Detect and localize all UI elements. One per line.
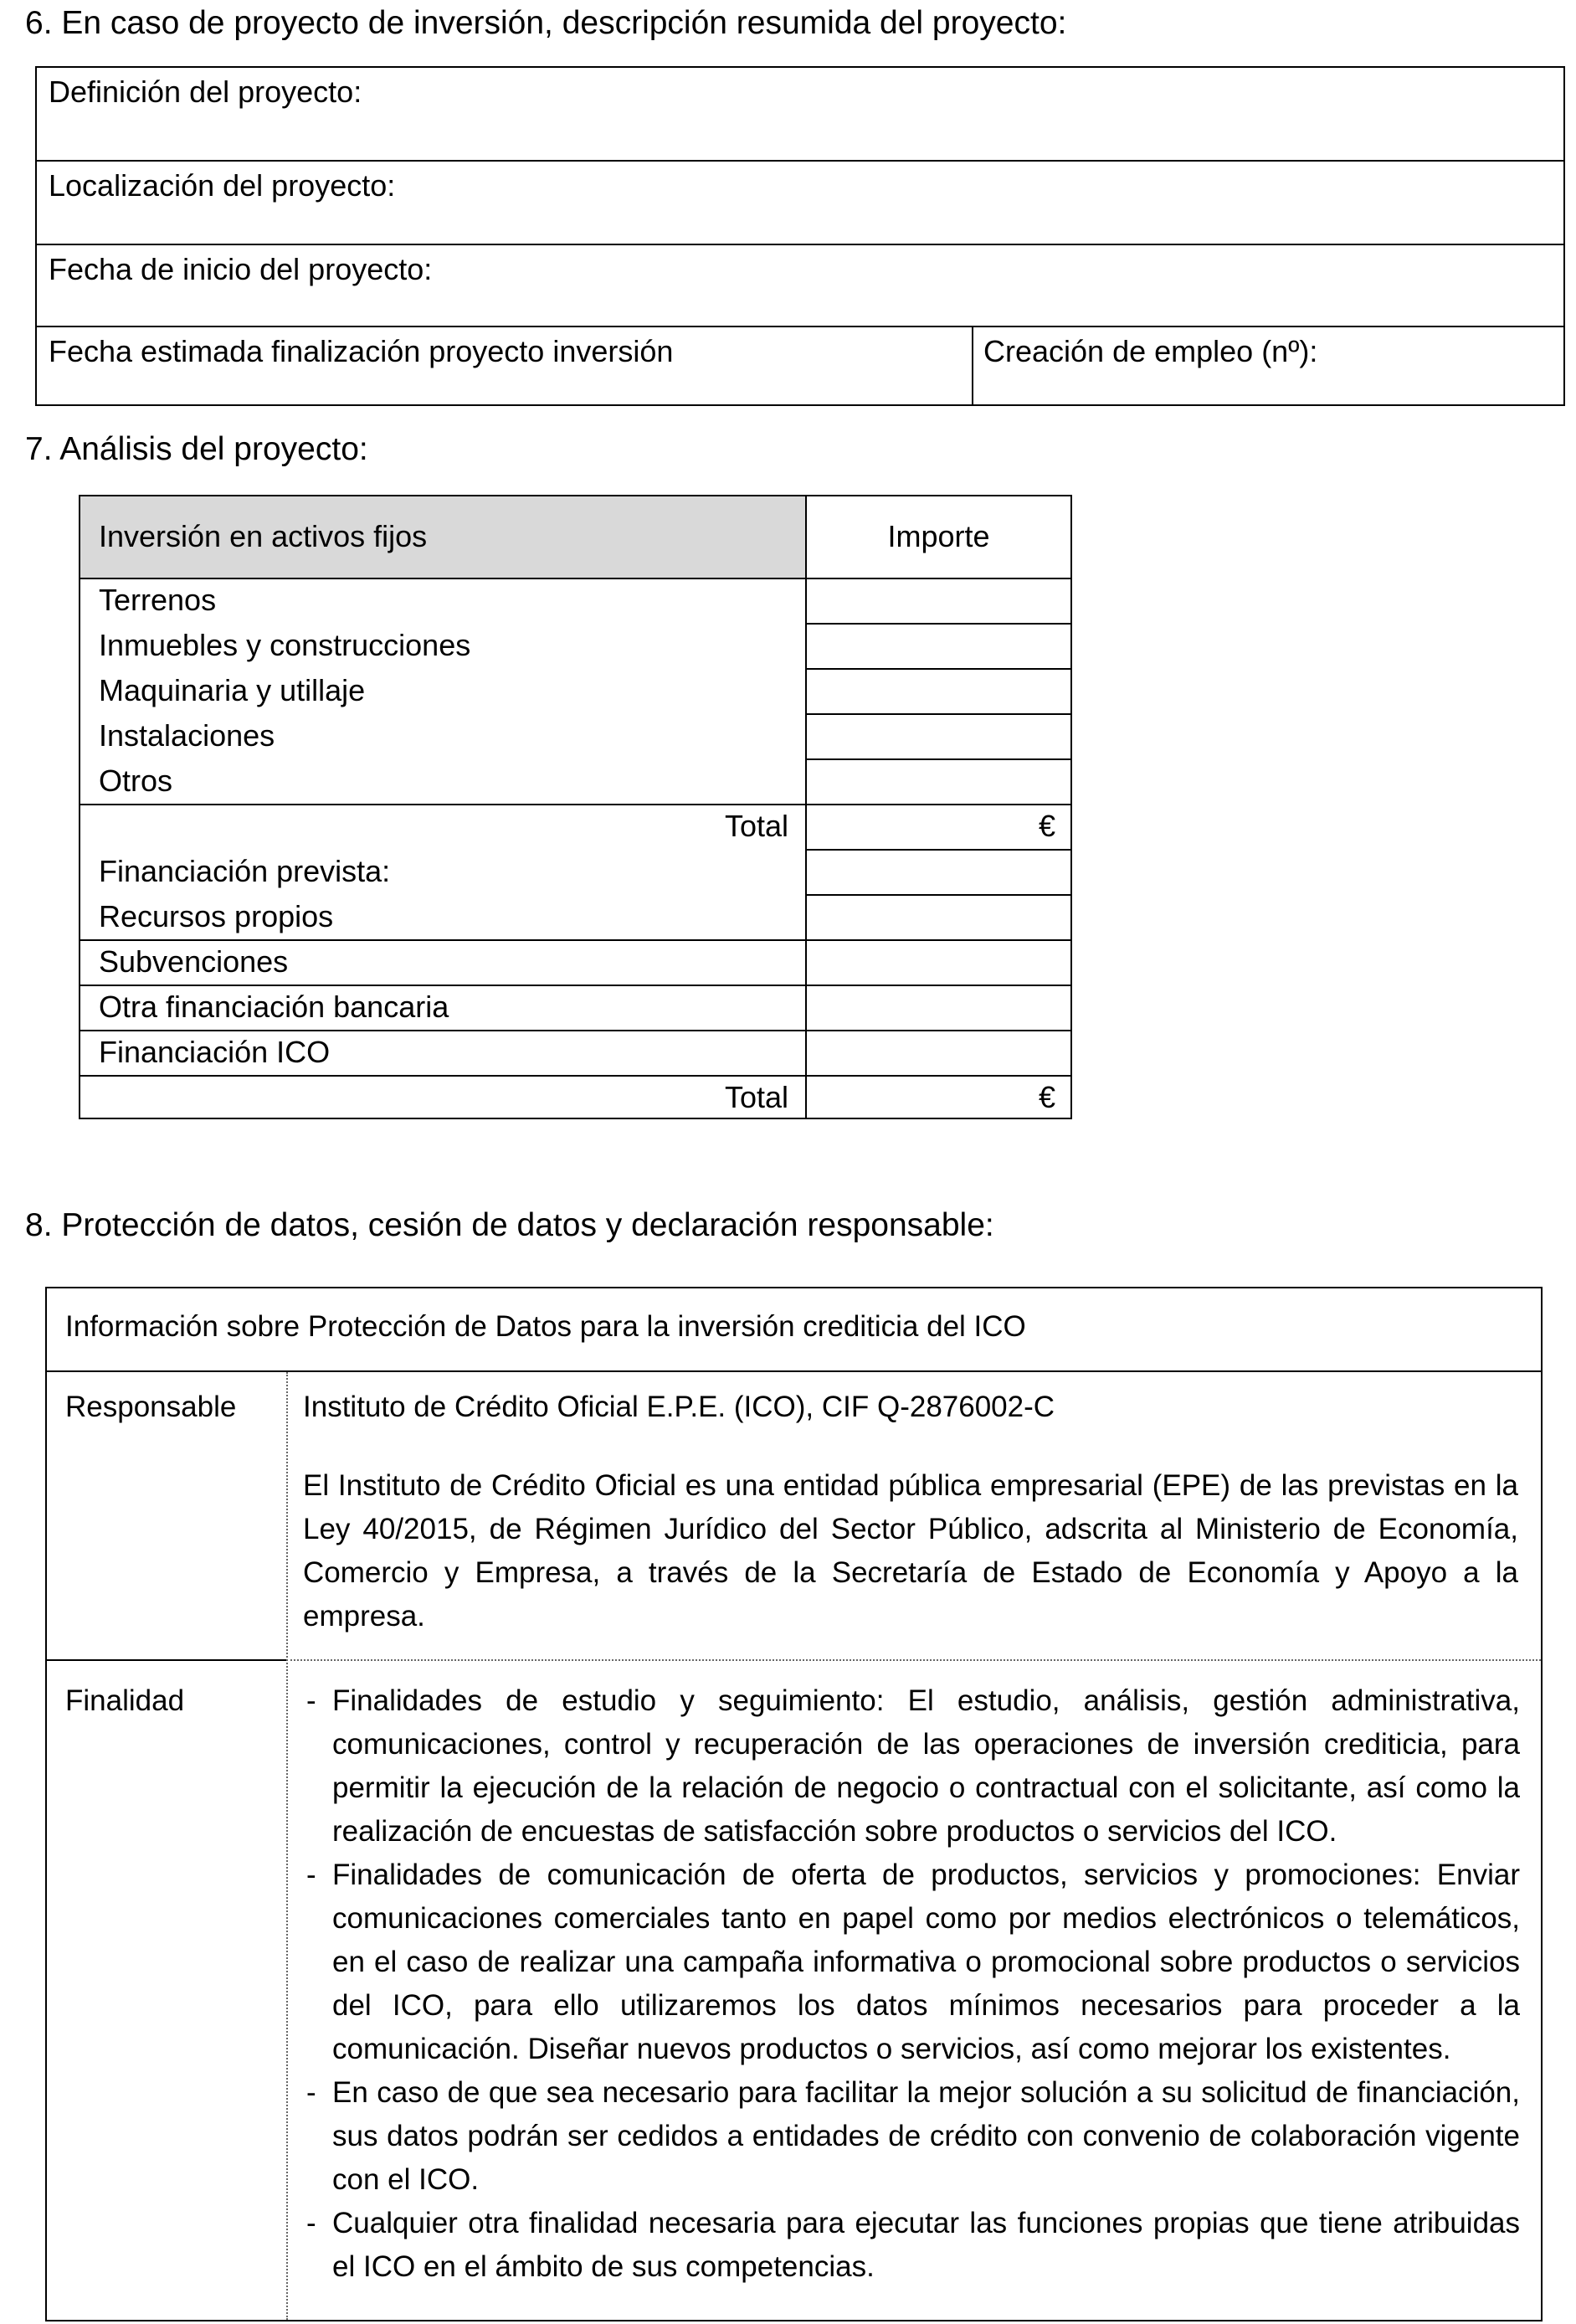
list-item: - Finalidades de estudio y seguimiento: El estudio, análisis, gestión administrativa, comunicaciones, control y recuperación de las operaciones de inversión crediticia, para permitir la ejecución de la relación de negocio o contractual con el solicitante, así como la realización de encuestas de satisfacción sobre productos o servicios del ICO. — [306, 1684, 1520, 1848]
section-6-heading: 6. En caso de proyecto de inversión, descripción resumida del proyecto: — [25, 5, 1067, 41]
project-analysis-table — [79, 495, 1072, 1119]
section-8-heading: 8. Protección de datos, cesión de datos y declaración responsable: — [25, 1207, 994, 1243]
list-item: - En caso de que sea necesario para facilitar la mejor solución a su solicitud de financiación, sus datos podrán ser cedidos a entidades de crédito con convenio de colaboración vigente con el ICO. — [306, 2076, 1520, 2196]
definition-label: Definición del proyecto: — [49, 75, 362, 109]
total-label: Total — [724, 809, 788, 843]
responsable-label: Responsable — [65, 1391, 237, 1423]
row-label: Otra financiación bancaria — [99, 990, 449, 1024]
euro-symbol: € — [1038, 1080, 1055, 1114]
amount-header: Importe — [887, 519, 990, 553]
list-item: - Finalidades de comunicación de oferta de productos, servicios y promociones: Enviar comunicaciones comerciales tanto en papel como por medios electrónicos o telemáticos, en el caso de realizar una campaña informativa o promocional sobre productos o servicios del ICO, para ello utilizaremos los datos mínimos necesarios para proceder a la comunicación. Diseñar nuevos productos o servicios, así como mejorar los existentes. — [306, 1859, 1520, 2065]
location-row[interactable] — [37, 162, 1563, 244]
responsable-description: El Instituto de Crédito Oficial es una entidad pública empresarial (EPE) de las previstas en la Ley 40/2015, de Régimen Jurídico del Sector Público, adscrita al Ministerio de Economía, Comercio y Empresa, a través de la Secretaría de Estado de Economía y Apoyo a la empresa. — [303, 1469, 1518, 1632]
end-date-label: Fecha estimada finalización proyecto inversión — [49, 334, 674, 368]
total-label: Total — [724, 1080, 788, 1114]
employment-cell[interactable] — [973, 327, 1563, 406]
section-7-heading: 7. Análisis del proyecto: — [25, 431, 368, 467]
end-date-cell[interactable] — [37, 327, 972, 406]
start-date-label: Fecha de inicio del proyecto: — [49, 252, 433, 286]
data-protection-table — [45, 1287, 1543, 2321]
euro-symbol: € — [1038, 809, 1055, 843]
row-label: Financiación prevista: — [99, 854, 391, 888]
table-title: Información sobre Protección de Datos para la inversión crediticia del ICO — [65, 1310, 1026, 1343]
column-divider — [286, 1372, 288, 2320]
row-label: Terrenos — [99, 583, 217, 617]
row-label: Recursos propios — [99, 899, 334, 933]
row-label: Maquinaria y utillaje — [99, 673, 366, 707]
responsable-entity: Instituto de Crédito Oficial E.P.E. (ICO), CIF Q-2876002-C — [303, 1391, 1055, 1423]
definition-row[interactable] — [37, 68, 1563, 160]
employment-label: Creación de empleo (nº): — [983, 334, 1318, 368]
row-label: Instalaciones — [99, 718, 275, 753]
start-date-row[interactable] — [37, 245, 1563, 326]
list-item: - Cualquier otra finalidad necesaria para ejecutar las funciones propias que tiene atribuidas el ICO en el ámbito de sus competencias. — [306, 2207, 1520, 2283]
project-description-table — [35, 66, 1565, 406]
row-label: Subvenciones — [99, 944, 289, 979]
row-label: Otros — [99, 764, 173, 798]
finalidad-label: Finalidad — [65, 1684, 185, 1717]
row-label: Financiación ICO — [99, 1035, 331, 1069]
fixed-assets-header: Inversión en activos fijos — [99, 519, 428, 553]
finalidad-list — [306, 1679, 1520, 2289]
row-label: Inmuebles y construcciones — [99, 628, 471, 662]
location-label: Localización del proyecto: — [49, 168, 396, 203]
